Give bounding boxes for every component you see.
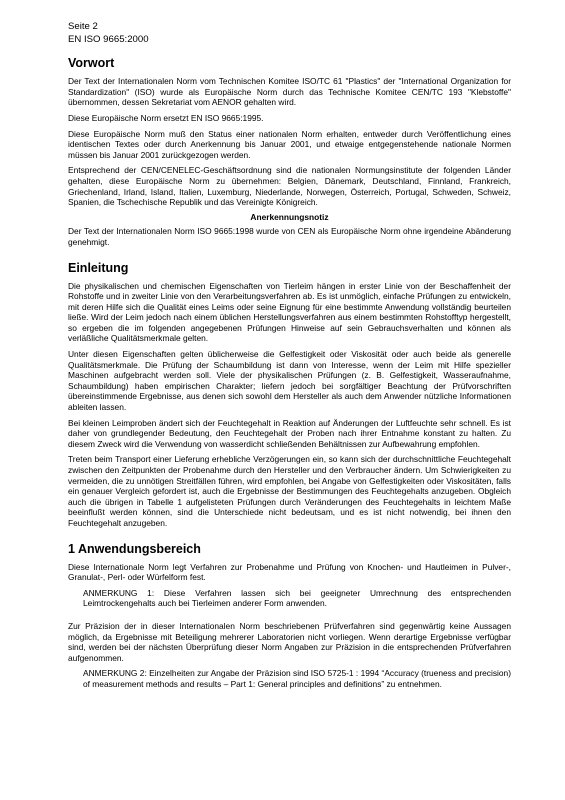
notice-heading: Anerkennungsnotiz	[250, 211, 329, 222]
section-1-paragraph-2: Zur Präzision der in dieser Internationalen Norm beschriebenen Prüfverfahren sind gegenwärtig keine Aussagen möglich, da Ergebnisse mit Beteiligung mehrerer Laboratorien nicht vorliegen. Wenn derartige Ergebnisse verfügbar sind, werden bei der nächsten Überprüfung dieser Norm Angaben zur Präzision in die entsprechenden Prüfverfahren aufgenommen.	[68, 620, 511, 663]
vorwort-paragraph-2: Diese Europäische Norm ersetzt EN ISO 9665:1995.	[68, 112, 264, 123]
vorwort-heading: Vorwort	[68, 56, 115, 71]
vorwort-paragraph-4: Entsprechend der CEN/CENELEC-Geschäftsordnung sind die nationalen Normungsinstitute der folgenden Länder gehalten, diese Europäische Norm zu übernehmen: Belgien, Dänemark, Deutschland, Finnland, Frankreich, Griechenland, Irland, Island, Italien, Luxemburg, Niederlande, Norwegen, Österreich, Portugal, Schweden, Schweiz, Spanien, die Tschechische Republik und das Vereinigte Königreich.	[68, 165, 511, 208]
vorwort-paragraph-3: Diese Europäische Norm muß den Status einer nationalen Norm erhalten, entweder durch Veröffentlichung eines identischen Textes oder durch Anerkennung bis Januar 2001, und etwaige entgegenstehende nationale Normen müssen bis Januar 2001 zurückgezogen werden.	[68, 128, 511, 160]
document-id: EN ISO 9665:2000	[68, 33, 149, 45]
einleitung-paragraph-1: Die physikalischen und chemischen Eigenschaften von Tierleim hängen in erster Linie von der Beschaffenheit der Rohstoffe und in zweiter Linie von den Verarbeitungsverfahren ab. Es ist unmöglich, einfache Prüfungen zu entwickeln, mit deren Hilfe sich die Qualität eines Leims oder seine Eignung für eine bestimmte Anwendung vollständig beurteilen ließe. Wird der Leim jedoch nach einem üblichen Herstellungsverfahren aus einem bestimmten Rohstofftyp hergestellt, so ergeben die im folgenden angegebenen Prüfungen Hinweise auf sein Gebrauchsverhalten und können als verläßliche Qualitätsmerkmale gelten.	[68, 280, 511, 344]
einleitung-paragraph-2: Unter diesen Eigenschaften gelten üblicherweise die Gelfestigkeit oder Viskosität oder auch beide als generelle Qualitätsmerkmale. Die Prüfung der Schaumbildung ist dann von Interesse, wenn der Leim mit Hilfe spezieller Maschinen aufgebracht werden soll. Viele der physikalischen Prüfungen (z. B. Gelfestigkeit, Wasseraufnahme, Schaumbildung) haben empirischen Charakter; liefern jedoch bei sorgfältiger Beachtung der Prüfvorschriften übereinstimmende Ergebnisse, aus denen sich sowohl dem Hersteller als auch dem Anwender nützliche Informationen ableiten lassen.	[68, 349, 511, 413]
einleitung-heading: Einleitung	[68, 260, 129, 275]
section-1-paragraph-1: Diese Internationale Norm legt Verfahren zur Probenahme und Prüfung von Knochen- und Hautleimen in Pulver-, Granulat-, Perl- oder Würfelform fest.	[68, 561, 511, 583]
vorwort-paragraph-5: Der Text der Internationalen Norm ISO 9665:1998 wurde von CEN als Europäische Norm ohne irgendeine Abänderung genehmigt.	[68, 226, 511, 247]
section-1-heading: 1 Anwendungsbereich	[68, 541, 201, 556]
note-1: ANMERKUNG 1: Diese Verfahren lassen sich bei geeigneter Umrechnung des entsprechenden Leimtrockengehalts auch bei Tierleimen anderer Form anwenden.	[83, 587, 511, 609]
einleitung-paragraph-3: Bei kleinen Leimproben ändert sich der Feuchtegehalt in Reaktion auf Änderungen der Luftfeuchte sehr schnell. Es ist daher von grundlegender Bedeutung, den Feuchtegehalt der Proben nach ihrer Entnahme konstant zu halten. Zu diesem Zweck wird die Verwendung von wasserdicht schließenden Behältnissen zur Aufbewahrung empfohlen.	[68, 417, 511, 449]
vorwort-paragraph-1: Der Text der Internationalen Norm vom Technischen Komitee ISO/TC 61 "Plastics" der "International Organization for Standardization" (ISO) wurde als Europäische Norm durch das Technische Komitee CEN/TC 193 "Klebstoffe" übernommen, dessen Sekretariat vom AENOR gehalten wird.	[68, 76, 511, 108]
einleitung-paragraph-4: Treten beim Transport einer Lieferung erhebliche Verzögerungen ein, so kann sich der durchschnittliche Feuchtegehalt zwischen den Zeitpunkten der Probenahme durch den Hersteller und den Verbraucher ändern. Um Schwierigkeiten zu vermeiden, die zu unnötigen Streitfällen führen, wird empfohlen, bei Angabe von Gelfestigkeiten oder Viskositäten, falls ein genauer Vergleich gefordert ist, auch die Ergebnisse der Bestimmungen des Feuchtegehalts anzugeben. Obgleich auch die übrigen in Tabelle 1 aufgelisteten Prüfungen durch Veränderungen des Feuchtegehalts in leichtem Maße beeinflußt werden können, sind die Unterschiede nicht bedeutsam, und es ist nicht notwendig, bei ihnen den Feuchtegehalt anzugeben.	[68, 454, 511, 528]
note-2: ANMERKUNG 2: Einzelheiten zur Angabe der Präzision sind ISO 5725-1 : 1994 “Accuracy (trueness and precision) of measurement methods and results – Part 1: General principles and definitions” zu entnehmen.	[83, 668, 511, 689]
page-number: Seite 2	[68, 21, 98, 32]
